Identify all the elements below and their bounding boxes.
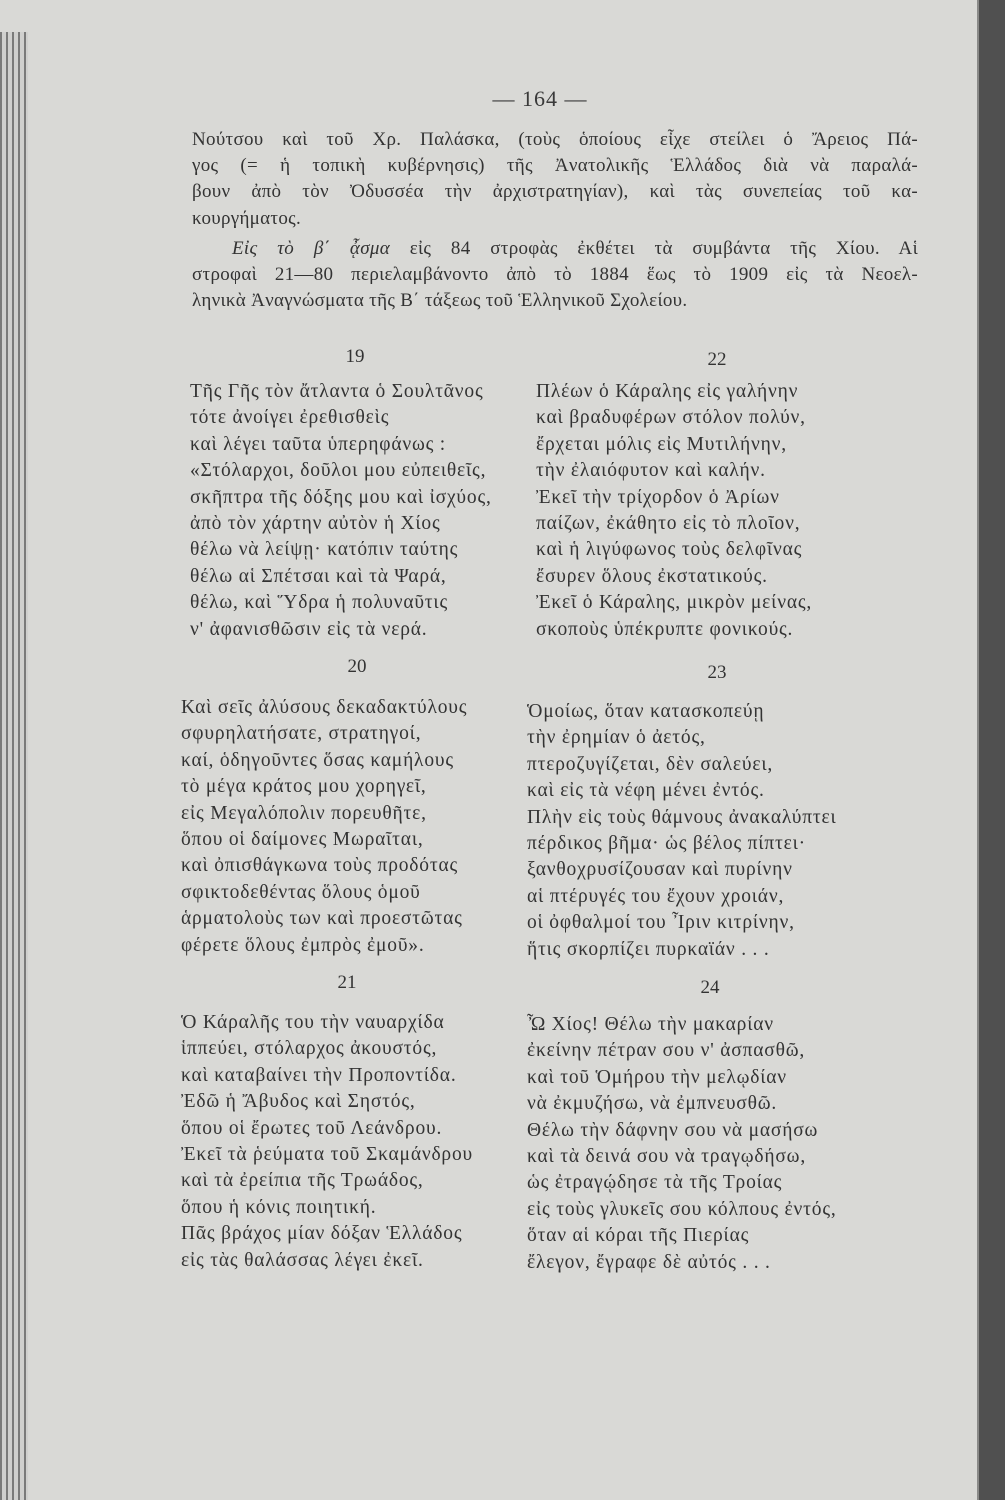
verse-line: Ὁ Κάραλῆς του τὴν ναυαρχίδα <box>181 1012 445 1033</box>
verse-line: εἰς τοὺς γλυκεῖς σου κόλπους ἐντός, <box>527 1198 837 1220</box>
stanza-22 <box>536 379 812 643</box>
verse-line: ἥτις σκορπίζει πυρκαϊάν . . . <box>527 938 770 960</box>
verse-line: ἔσυρεν ὅλους ἐκστατικούς. <box>536 565 768 587</box>
stanza-21 <box>181 1010 473 1274</box>
intro-line: στροφαὶ 21—80 περιελαμβάνοντο ἀπὸ τὸ 1884 ἕως τὸ 1909 εἰς τὰ Νεοελ- <box>192 264 918 286</box>
verse-line: Πλέων ὁ Κάραλης εἰς γαλήνην <box>536 381 799 402</box>
verse-line: ἔλεγον, ἔγραφε δὲ αὐτός . . . <box>527 1251 771 1273</box>
verse-line: φέρετε ὅλους ἐμπρὸς ἐμοῦ». <box>181 934 425 956</box>
verse-line: θέλω, καὶ Ὕδρα ἡ πολυναῦτις <box>190 592 448 614</box>
verse-line: Πλὴν εἰς τοὺς θάμνους ἀνακαλύπτει <box>527 806 837 828</box>
verse-line: καὶ ἡ λιγύφωνος τοὺς δελφῖνας <box>536 539 803 561</box>
scan-border-right <box>977 0 1005 1500</box>
verse-line: καὶ ὀπισθάγκωνα τοὺς προδότας <box>181 855 458 877</box>
verse-line: ὅπου οἱ δαίμονες Μωραῖται, <box>181 828 424 850</box>
verse-line: ἐκείνην πέτραν σου ν' ἀσπασθῶ, <box>527 1040 806 1062</box>
verse-line: εἰς τὰς θαλάσσας λέγει ἐκεῖ. <box>181 1249 424 1271</box>
intro-line: ληνικὰ Ἀναγνώσματα τῆς Β΄ τάξεως τοῦ Ἑλληνικοῦ Σχολείου. <box>192 290 688 312</box>
intro-line: γος (= ἡ τοπικὴ κυβέρνησις) τῆς Ἀνατολικῆς Ἑλλάδος διὰ νὰ παραλά- <box>192 155 918 177</box>
stanza-number-19: 19 <box>345 346 365 367</box>
verse-line: ἀπὸ τὸν χάρτην αὐτὸν ἡ Χίος <box>190 512 441 534</box>
stanza-number-20: 20 <box>347 656 367 677</box>
verse-line: οἱ ὀφθαλμοί του Ἶριν κιτρίνην, <box>527 912 795 934</box>
stanza-20 <box>181 695 467 959</box>
verse-line: καὶ καταβαίνει τὴν Προποντίδα. <box>181 1064 457 1086</box>
verse-line: καὶ λέγει ταῦτα ὑπερηφάνως : <box>190 433 447 455</box>
verse-line: καὶ βραδυφέρων στόλον πολύν, <box>536 407 806 429</box>
verse-line: «Στόλαρχοι, δοῦλοι μου εὐπειθεῖς, <box>190 460 487 482</box>
page-number: — 164 — <box>492 86 588 111</box>
verse-line: νὰ ἐκμυζήσω, νὰ ἐμπνευσθῶ. <box>527 1093 778 1115</box>
verse-line: τότε ἀνοίγει ἐρεθισθεὶς <box>190 407 390 429</box>
verse-line: αἱ πτέρυγές του ἔχουν χροιάν, <box>527 885 785 907</box>
verse-line: θέλω αἱ Σπέτσαι καὶ τὰ Ψαρά, <box>190 565 447 587</box>
verse-line: ἁρματολοὺς των καὶ προεστῶτας <box>181 908 463 930</box>
stanza-19 <box>190 379 492 643</box>
verse-line: σκοποὺς ὑπέκρυπτε φονικούς. <box>536 618 794 640</box>
verse-line: Ἐκεῖ ὁ Κάραλης, μικρὸν μείνας, <box>536 592 813 614</box>
stanza-number-24: 24 <box>700 977 720 998</box>
stanza-24 <box>527 1012 837 1276</box>
verse-line: πτεροζυγίζεται, δὲν σαλεύει, <box>527 753 774 775</box>
intro-line: βουν ἀπὸ τὸν Ὀδυσσέα τὴν ἀρχιστρατηγίαν), καὶ τὰς συνεπείας τοῦ κα- <box>192 181 918 203</box>
stanza-23 <box>527 699 837 963</box>
verse-line: θέλω νὰ λείψῃ· κατόπιν ταύτης <box>190 539 459 561</box>
verse-line: σφυρηλατήσατε, στρατηγοί, <box>181 723 422 745</box>
verse-line: Ἐδῶ ἡ Ἄβυδος καὶ Σηστός, <box>181 1091 416 1113</box>
intro-line <box>192 236 918 262</box>
intro-line-rest: εἰς 84 στροφὰς ἐκθέτει τὰ συμβάντα τῆς Χίου. Αἱ <box>389 237 918 259</box>
verse-line: παίζων, ἐκάθητο εἰς τὸ πλοῖον, <box>536 512 801 534</box>
verse-line: Ὦ Χίος! Θέλω τὴν μακαρίαν <box>527 1014 774 1035</box>
stanza-number-22: 22 <box>707 349 727 370</box>
verse-line: ν' ἀφανισθῶσιν εἰς τὰ νερά. <box>190 618 428 640</box>
verse-line: ὅπου οἱ ἔρωτες τοῦ Λεάνδρου. <box>181 1117 443 1139</box>
verse-line: τὴν ἐλαιόφυτον καὶ καλήν. <box>536 460 766 482</box>
verse-line: Ἐκεῖ τὰ ῥεύματα τοῦ Σκαμάνδρου <box>181 1143 473 1165</box>
verse-line: ἔρχεται μόλις εἰς Μυτιλήνην, <box>536 433 787 455</box>
verse-line: πέρδικος βῆμα· ὡς βέλος πίπτει· <box>527 832 806 854</box>
stanza-number-23: 23 <box>707 662 727 683</box>
verse-line: Πᾶς βράχος μίαν δόξαν Ἑλλάδος <box>181 1223 463 1245</box>
verse-line: Τῆς Γῆς τὸν ἄτλαντα ὁ Σουλτᾶνος <box>190 381 484 402</box>
verse-line: Ἐκεῖ τὴν τρίχορδον ὁ Ἀρίων <box>536 486 780 508</box>
stanza-number-21: 21 <box>337 972 357 993</box>
verse-line: σφικτοδεθέντας ὅλους ὁμοῦ <box>181 881 421 903</box>
book-page-edges-left <box>0 0 28 1500</box>
verse-line: καὶ τὰ δεινά σου νὰ τραγῳδήσω, <box>527 1145 806 1167</box>
verse-line: ὡς ἐτραγῴδησε τὰ τῆς Τροίας <box>527 1172 783 1194</box>
verse-line: Ὁμοίως, ὅταν κατασκοπεύῃ <box>527 701 765 722</box>
verse-line: ὅταν αἱ κόραι τῆς Πιερίας <box>527 1225 750 1247</box>
verse-line: καὶ τὰ ἐρείπια τῆς Τρωάδος, <box>181 1170 424 1192</box>
verse-line: Καὶ σεῖς ἀλύσους δεκαδακτύλους <box>181 697 468 718</box>
intro-line: Νούτσου καὶ τοῦ Χρ. Παλάσκα, (τοὺς ὁποίους εἶχε στείλει ὁ Ἄρειος Πά- <box>192 129 918 150</box>
verse-line: καὶ εἰς τὰ νέφη μένει ἐντός. <box>527 780 765 802</box>
verse-line: εἰς Μεγαλόπολιν πορευθῆτε, <box>181 802 427 824</box>
verse-line: καὶ τοῦ Ὁμήρου τὴν μελῳδίαν <box>527 1066 787 1088</box>
verse-line: ὅπου ἡ κόνις ποιητική. <box>181 1196 377 1218</box>
verse-line: ἱππεύει, στόλαρχος ἀκουστός, <box>181 1038 438 1060</box>
verse-line: ξανθοχρυσίζουσαν καὶ πυρίνην <box>527 859 793 881</box>
intro-line: κουργήματος. <box>192 207 302 229</box>
page-corner <box>0 0 28 32</box>
verse-line: τὸ μέγα κράτος μου χορηγεῖ, <box>181 776 427 798</box>
verse-line: σκῆπτρα τῆς δόξης μου καὶ ἰσχύος, <box>190 486 492 508</box>
intro-text <box>192 127 918 314</box>
intro-italic-phrase: Εἰς τὸ β΄ ᾆσμα <box>232 237 390 259</box>
verse-line: τὴν ἐρημίαν ὁ ἀετός, <box>527 727 706 749</box>
verse-line: Θέλω τὴν δάφνην σου νὰ μασήσω <box>527 1119 819 1141</box>
verse-line: καί, ὁδηγοῦντες ὅσας καμήλους <box>181 749 454 771</box>
